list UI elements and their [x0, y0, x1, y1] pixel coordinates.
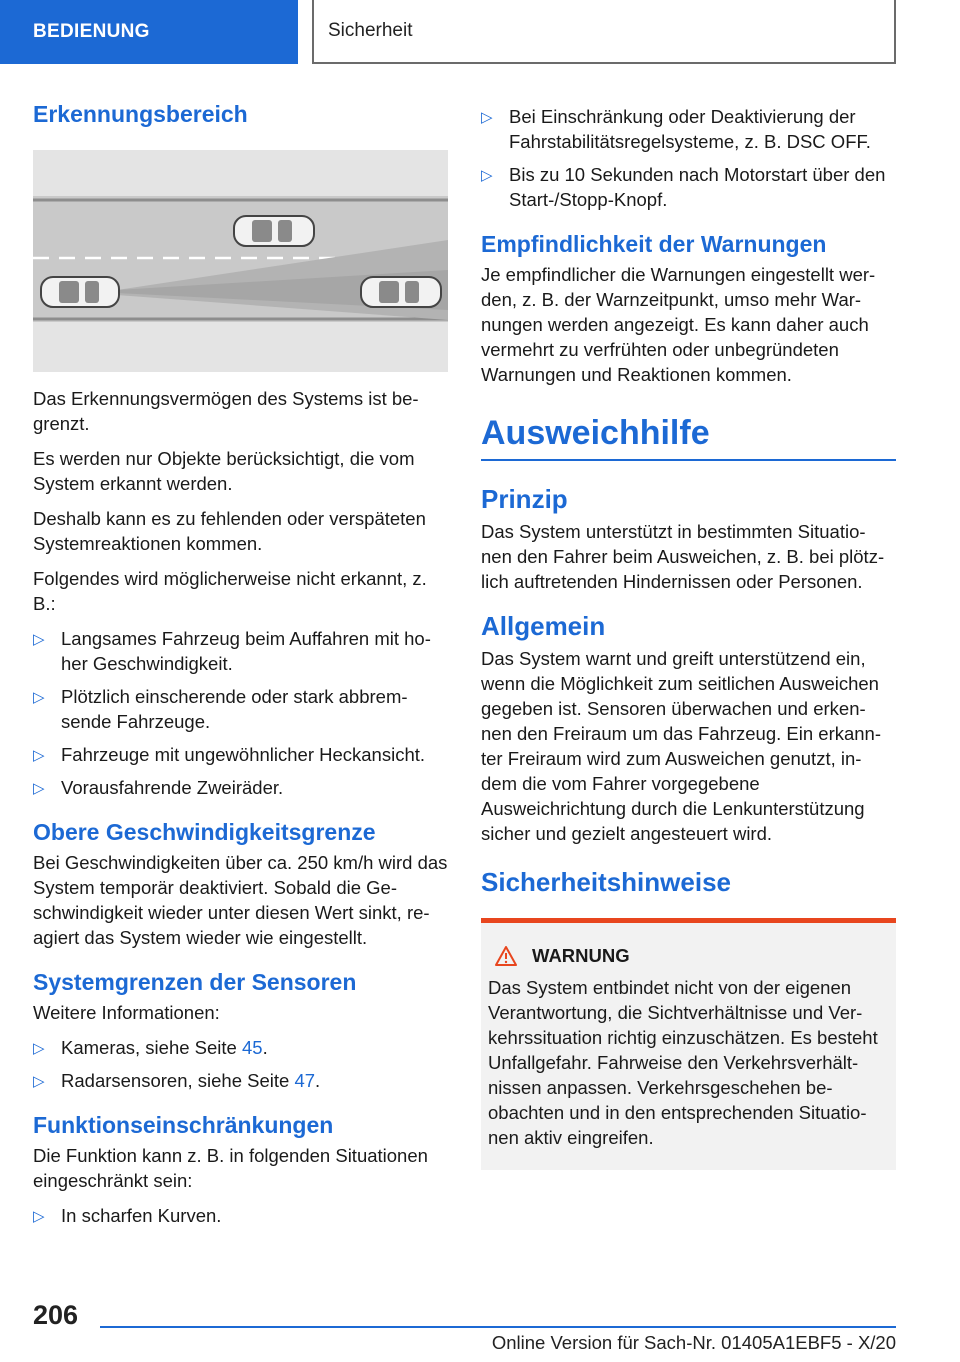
paragraph: Bei Geschwindigkeiten über ca. 250 km/h wird das System temporär deaktiviert. Sobald die Ge-schwindigkeit wieder unter diesen Wert sinkt, re-agiert das System wieder wie eingestellt.: [33, 852, 448, 948]
paragraph: Es werden nur Objekte berücksichtigt, die vom System erkannt werden.: [33, 448, 415, 494]
list-item: ▷ Vorausfahrende Zweiräder.: [33, 775, 448, 800]
heading-systemgrenzen: Systemgrenzen der Sensoren: [33, 969, 357, 995]
list-item: ▷ Kameras, siehe Seite 45.: [33, 1035, 448, 1060]
page-link[interactable]: 47: [294, 1070, 316, 1091]
heading-prinzip: Prinzip: [481, 484, 568, 514]
warning-header: [488, 945, 888, 967]
heading-funktionseinschraenkungen: Funktionseinschränkungen: [33, 1112, 334, 1138]
list-item: ▷ Langsames Fahrzeug beim Auffahren mit ho-her Geschwindigkeit.: [33, 628, 431, 674]
list-item: ▷ Fahrzeuge mit ungewöhnlicher Heckansicht.: [33, 742, 448, 767]
bullet-list: [33, 626, 448, 800]
road-diagram: [33, 150, 448, 372]
bullet-list: [33, 1203, 448, 1228]
paragraph: Das System unterstützt in bestimmten Situatio-nen den Fahrer beim Ausweichen, z. B. bei plötz-lich auftretenden Hindernissen oder Personen.: [481, 521, 885, 592]
page-header-title: Sicherheit: [312, 0, 896, 64]
left-column: [33, 100, 448, 1238]
car-icon: [361, 277, 441, 307]
footer-divider: [100, 1326, 896, 1328]
car-icon: [41, 277, 119, 307]
paragraph: Je empfindlicher die Warnungen eingestellt wer-den, z. B. der Warnzeitpunkt, umso mehr War-nungen werden angezeigt. Es kann daher auch vermehrt zu verfrühten oder unbegründeten Warnungen und Reaktionen kommen.: [481, 264, 876, 385]
heading-allgemein: Allgemein: [481, 611, 606, 641]
list-item: ▷ Bei Einschränkung oder Deaktivierung der Fahrstabilitätsregelsysteme, z. B. DSC OFF.: [481, 106, 871, 152]
heading-erkennungsbereich: Erkennungsbereich: [33, 101, 248, 127]
warning-box: [481, 918, 896, 1170]
triangle-right-icon: ▷: [33, 747, 45, 764]
heading-sicherheitshinweise: Sicherheitshinweise: [481, 867, 731, 897]
chapter-title: Ausweichhilfe: [481, 413, 896, 461]
bullet-list: [33, 1035, 448, 1093]
right-column: [481, 100, 896, 1170]
car-icon: [234, 216, 314, 246]
triangle-right-icon: ▷: [33, 1073, 45, 1090]
warning-label: WARNUNG: [532, 945, 630, 966]
list-item: ▷ Radarsensoren, siehe Seite 47.: [33, 1068, 448, 1093]
triangle-right-icon: ▷: [481, 109, 493, 126]
detection-range-illustration: [33, 150, 448, 372]
triangle-right-icon: ▷: [33, 1208, 45, 1225]
list-item: ▷ Bis zu 10 Sekunden nach Motorstart über den Start-/Stopp-Knopf.: [481, 164, 886, 210]
paragraph: Das Erkennungsvermögen des Systems ist be-grenzt.: [33, 388, 419, 434]
warning-triangle-icon: [494, 945, 518, 967]
triangle-right-icon: ▷: [33, 1040, 45, 1057]
paragraph: Weitere Informationen:: [33, 1002, 220, 1023]
paragraph: Das System warnt und greift unterstützend ein, wenn die Möglichkeit zum seitlichen Ausweichen gegeben ist. Sensoren überwachen und erken-nen den Freiraum um das Fahrzeug. Ein erkann-ter Freiraum wird zum Ausweichen genutzt, in-dem die vom Fahrer vorgegebene Ausweichrichtung durch die Lenkunterstützung sicher und gezielt angesteuert wird.: [481, 648, 882, 844]
paragraph: Deshalb kann es zu fehlenden oder verspäteten Systemreaktionen kommen.: [33, 508, 426, 554]
triangle-right-icon: ▷: [481, 167, 493, 184]
paragraph: Die Funktion kann z. B. in folgenden Situationen eingeschränkt sein:: [33, 1145, 428, 1191]
warning-text: Das System entbindet nicht von der eigenen Verantwortung, die Sichtverhältnisse und Ver-kehrssituation richtig einzuschätzen. Es besteht Unfallgefahr. Fahrweise den Verkehrsverhält-nissen anpassen. Verkehrsgeschehen be-obachten und in den entsprechenden Situatio-nen aktiv eingreifen.: [488, 977, 878, 1148]
page-number: 206: [33, 1300, 79, 1330]
bullet-list: [481, 104, 896, 212]
triangle-right-icon: ▷: [33, 631, 45, 648]
paragraph: Folgendes wird möglicherweise nicht erkannt, z. B.:: [33, 568, 427, 614]
heading-empfindlichkeit: Empfindlichkeit der Warnungen: [481, 231, 827, 257]
triangle-right-icon: ▷: [33, 780, 45, 797]
heading-geschwindigkeitsgrenze: Obere Geschwindigkeitsgrenze: [33, 819, 376, 845]
footer-text: Online Version für Sach-Nr. 01405A1EBF5 - X/20: [491, 1332, 896, 1353]
section-tab: BEDIENUNG: [0, 0, 298, 64]
list-item: ▷ Plötzlich einscherende oder stark abbrem-sende Fahrzeuge.: [33, 686, 408, 732]
triangle-right-icon: ▷: [33, 689, 45, 706]
page-link[interactable]: 45: [241, 1037, 263, 1058]
list-item: ▷ In scharfen Kurven.: [33, 1203, 448, 1228]
